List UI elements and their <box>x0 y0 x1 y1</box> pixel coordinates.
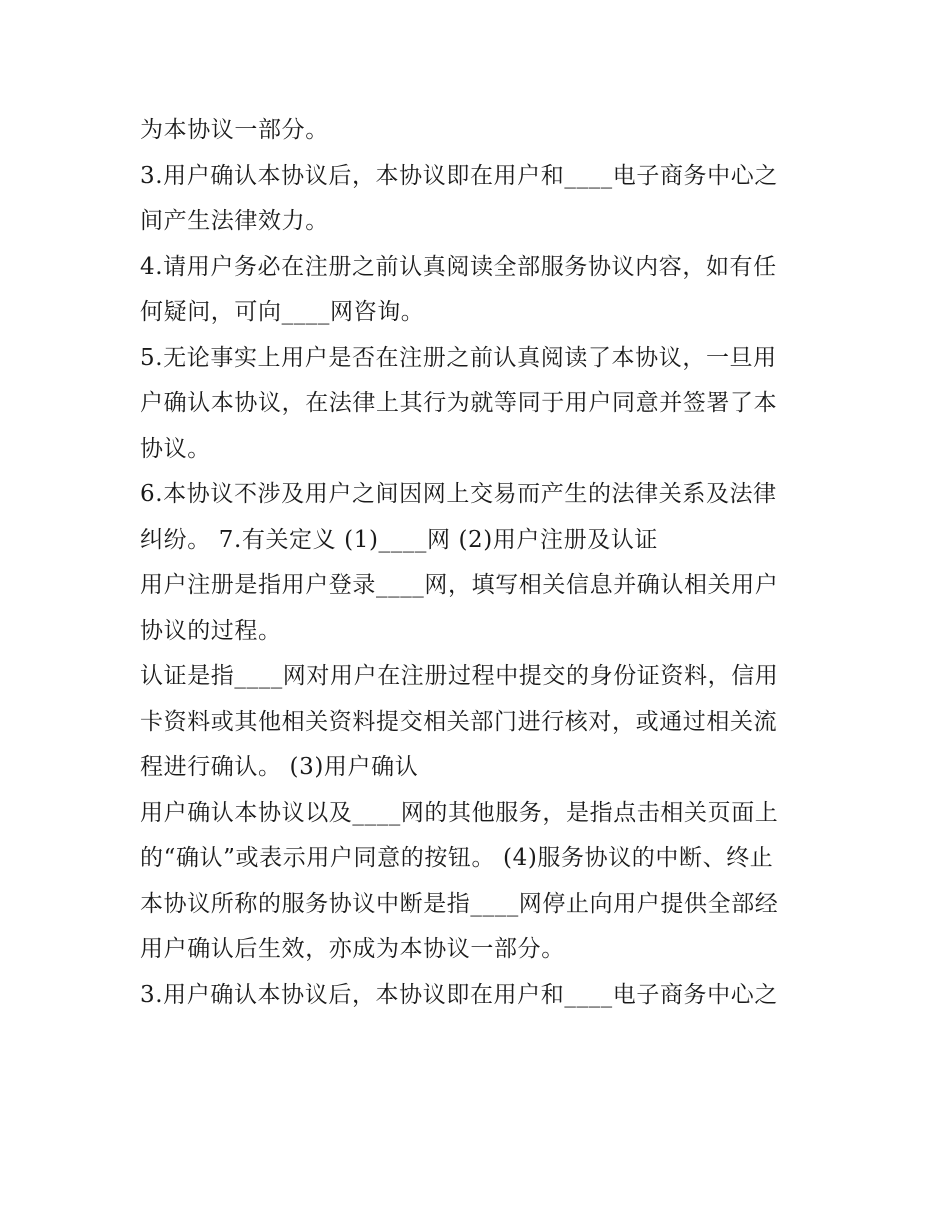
text-line: 用户注册是指用户登录____网，填写相关信息并确认相关用户 <box>140 572 779 598</box>
text-line: 本协议所称的服务协议中断是指____网停止向用户提供全部经 <box>140 890 779 917</box>
text-line: 5.无论事实上用户是否在注册之前认真阅读了本协议，一旦用 <box>140 344 777 371</box>
text-line: 3.用户确认本协议后，本协议即在用户和____电子商务中心之 <box>140 981 778 1008</box>
text-line: 卡资料或其他相关资料提交相关部门进行核对，或通过相关流 <box>140 708 778 735</box>
text-line: 程进行确认。 (3)用户确认 <box>140 754 419 780</box>
text-line: 用户确认后生效，亦成为本协议一部分。 <box>140 936 565 962</box>
text-line: 3.用户确认本协议后，本协议即在用户和____电子商务中心之 <box>140 162 778 189</box>
text-line: 何疑问，可向____网咨询。 <box>140 299 425 325</box>
body-text <box>140 108 830 1018</box>
text-line: 间产生法律效力。 <box>140 208 329 234</box>
text-line: 协议的过程。 <box>140 617 282 644</box>
text-line: 6.本协议不涉及用户之间因网上交易而产生的法律关系及法律 <box>140 481 777 507</box>
text-line: 纠纷。 7.有关定义 (1)____网 (2)用户注册及认证 <box>140 526 659 553</box>
text-line: 的“确认”或表示用户同意的按钮。 (4)服务协议的中断、终止 <box>140 845 774 871</box>
text-line: 4.请用户务必在注册之前认真阅读全部服务协议内容，如有任 <box>140 253 777 280</box>
text-line: 为本协议一部分。 <box>140 117 329 143</box>
text-line: 协议。 <box>140 435 211 462</box>
text-line: 认证是指____网对用户在注册过程中提交的身份证资料，信用 <box>140 663 779 689</box>
text-line: 用户确认本协议以及____网的其他服务，是指点击相关页面上 <box>140 799 779 826</box>
text-line: 户确认本协议，在法律上其行为就等同于用户同意并签署了本 <box>140 390 778 416</box>
